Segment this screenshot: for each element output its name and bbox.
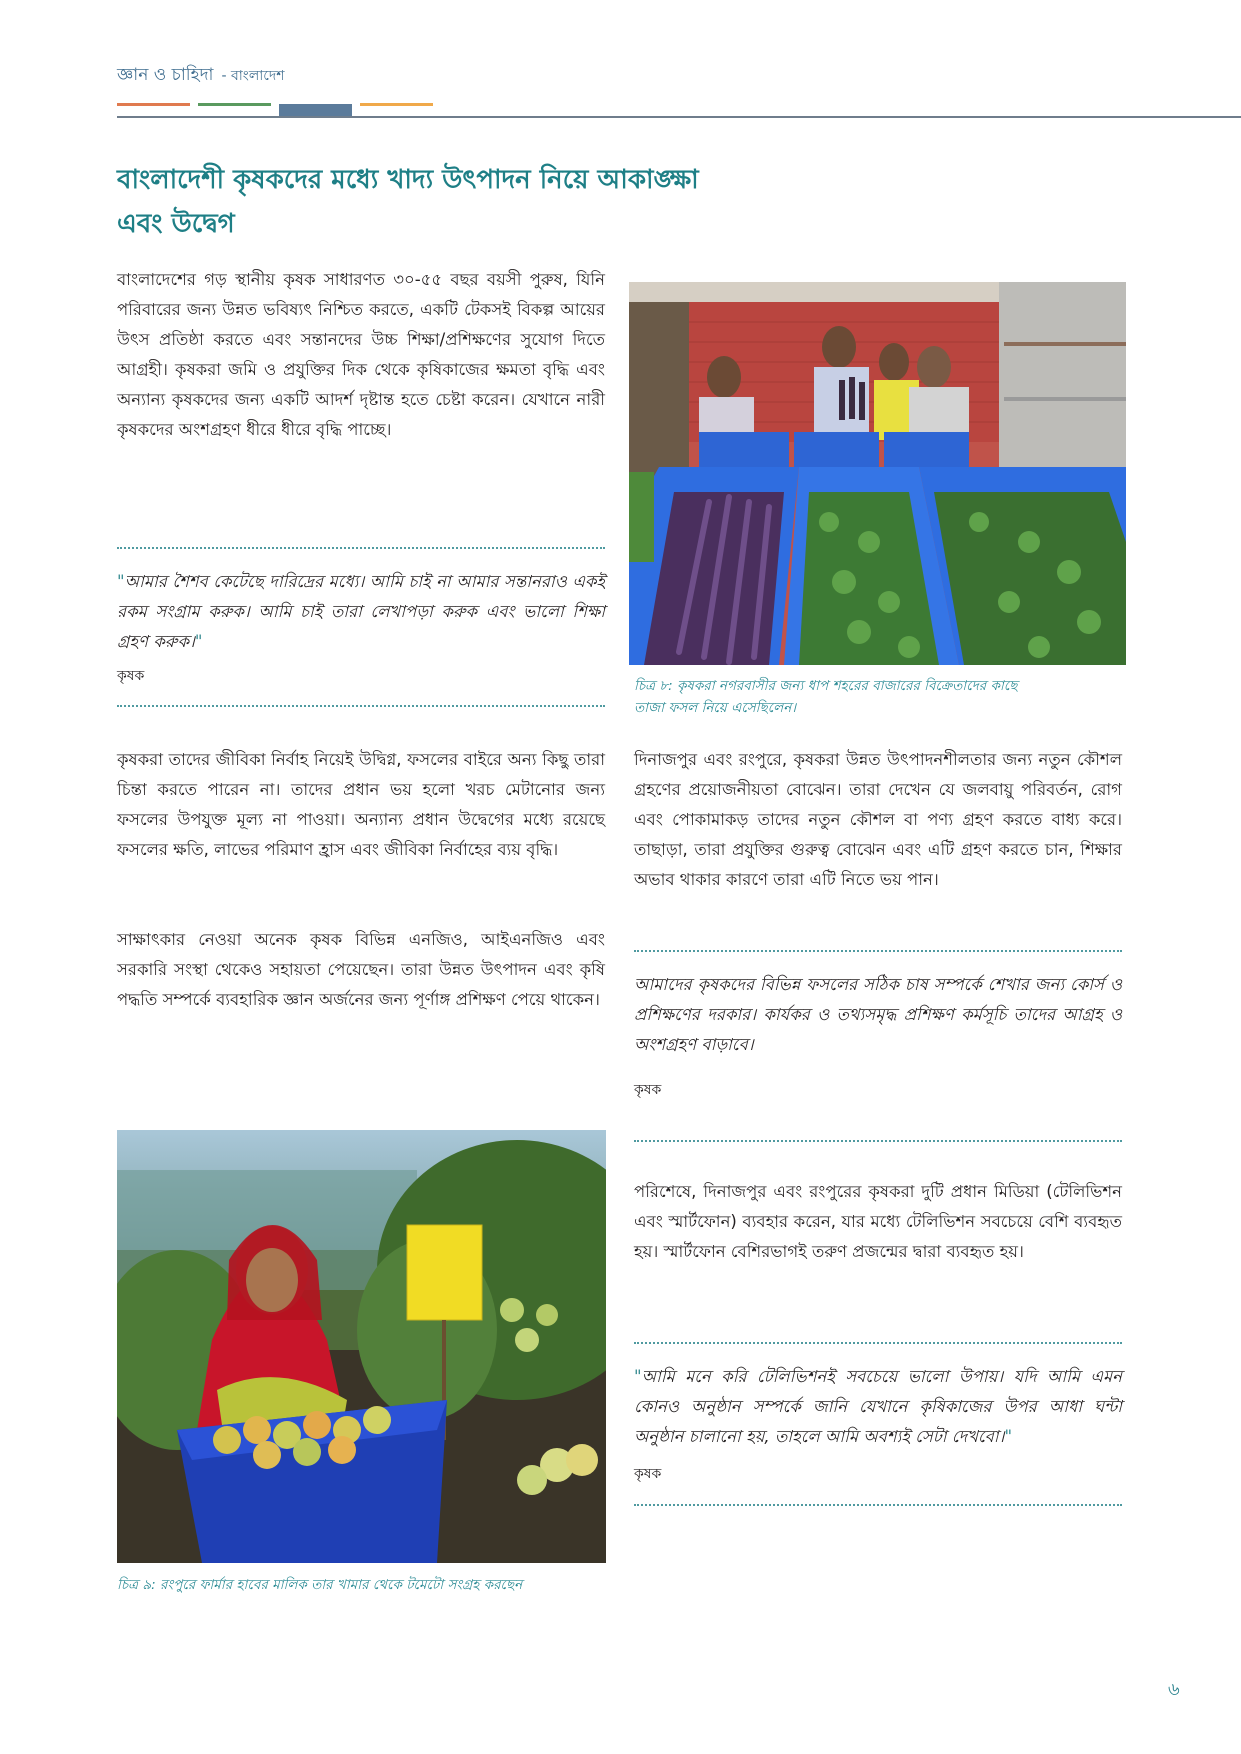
title-line-2: এবং উদ্বেগ bbox=[117, 209, 235, 239]
quote-divider-top bbox=[117, 547, 605, 549]
media-paragraph: পরিশেষে, দিনাজপুর এবং রংপুরের কৃষকরা দুটি প্রধান মিডিয়া (টেলিভিশন এবং স্মার্টফোন) ব্যবহার করেন, যার মধ্যে টেলিভিশন সবচেয়ে বেশি ব্যবহৃত হয়। স্মার্টফোন বেশিরভাগই তরুণ প্রজন্মের দ্বারা ব্যবহৃত হয়। bbox=[634, 1182, 1122, 1261]
techniques-paragraph: দিনাজপুর এবং রংপুরে, কৃষকরা উন্নত উৎপাদনশীলতার জন্য নতুন কৌশল গ্রহণের প্রয়োজনীয়তা বোঝেন। তারা দেখেন যে জলবায়ু পরিবর্তন, রোগ এবং পোকামাকড় তাদের নতুন কৌশল বা পণ্য গ্রহণ করতে বাধ্য করে। তাছাড়া, তারা প্রযুক্তির গুরুত্ব বোঝেন এবং এটি গ্রহণ করতে চান, শিক্ষার অভাব থাকার কারণে তারা এটি নিতে ভয় পান। bbox=[634, 750, 1122, 889]
figure-8-caption-line-1: চিত্র ৮: কৃষকরা নগরবাসীর জন্য ধাপ শহরের বাজারের বিক্রেতাদের কাছে bbox=[634, 678, 1018, 694]
quote-attribution: কৃষক bbox=[117, 668, 145, 684]
quote-attribution: কৃষক bbox=[634, 1466, 662, 1482]
section-name: জ্ঞান ও চাহিদা bbox=[117, 65, 214, 85]
quote-open-mark: " bbox=[117, 572, 125, 591]
page-title bbox=[117, 158, 737, 246]
quote-open-mark: " bbox=[634, 1367, 642, 1386]
quote-text: আমার শৈশব কেটেছে দারিদ্রের মধ্যে। আমি চাই না আমার সন্তানরাও একই রকম সংগ্রাম করুক। আমি চাই তারা লেখাপড়া করুক এবং ভালো শিক্ষা গ্রহণ করুক। bbox=[117, 572, 605, 651]
figure-8-photo bbox=[629, 282, 1126, 665]
quote-attribution: কৃষক bbox=[634, 1082, 662, 1098]
header-accent-amber bbox=[360, 103, 433, 106]
running-header bbox=[117, 62, 285, 90]
farmer-quote-3 bbox=[634, 1362, 1122, 1452]
header-rule bbox=[117, 116, 1241, 118]
figure-9-caption: চিত্র ৯: রংপুরে ফার্মার হাবের মালিক তার খামার থেকে টমেটো সংগ্রহ করছেন bbox=[117, 1577, 523, 1593]
figure-8-caption-line-2: তাজা ফসল নিয়ে এসেছিলেন। bbox=[634, 700, 797, 716]
concerns-paragraph: কৃষকরা তাদের জীবিকা নির্বাহ নিয়েই উদ্বিগ্ন, ফসলের বাইরে অন্য কিছু তারা চিন্তা করতে পারেন না। তাদের প্রধান ভয় হলো খরচ মেটানোর জন্য ফসলের উপযুক্ত মূল্য না পাওয়া। অন্যান্য প্রধান উদ্বেগের মধ্যে রয়েছে ফসলের ক্ষতি, লাভের পরিমাণ হ্রাস এবং জীবিকা নির্বাহের ব্যয় বৃদ্ধি। bbox=[117, 750, 605, 859]
figure-9-photo bbox=[117, 1130, 606, 1563]
page-number: ৬ bbox=[1168, 1679, 1180, 1700]
quote-divider-top bbox=[634, 950, 1122, 952]
quote-divider-bottom bbox=[117, 705, 605, 707]
farmer-quote-2: আমাদের কৃষকদের বিভিন্ন ফসলের সঠিক চাষ সম্পর্কে শেখার জন্য কোর্স ও প্রশিক্ষণের দরকার। কার্যকর ও তথ্যসমৃদ্ধ প্রশিক্ষণ কর্মসূচি তাদের আগ্রহ ও অংশগ্রহণ বাড়াবে। bbox=[634, 975, 1122, 1054]
quote-close-mark: " bbox=[194, 632, 203, 651]
quote-divider-bottom bbox=[634, 1504, 1122, 1506]
header-accent-green bbox=[198, 103, 271, 106]
intro-paragraph: বাংলাদেশের গড় স্থানীয় কৃষক সাধারণত ৩০-৫৫ বছর বয়সী পুরুষ, যিনি পরিবারের জন্য উন্নত ভবিষ্যৎ নিশ্চিত করতে, একটি টেকসই বিকল্প আয়ের উৎস প্রতিষ্ঠা করতে এবং সন্তানদের উচ্চ শিক্ষা/প্রশিক্ষণের সুযোগ দিতে আগ্রহী। কৃষকরা জমি ও প্রযুক্তির দিক থেকে কৃষিকাজের ক্ষমতা বৃদ্ধি এবং অন্যান্য কৃষকদের জন্য একটি আদর্শ দৃষ্টান্ত হতে চেষ্টা করেন। যেখানে নারী কৃষকদের অংশগ্রহণ ধীরে ধীরে বৃদ্ধি পাচ্ছে। bbox=[117, 270, 605, 439]
quote-text: আমি মনে করি টেলিভিশনই সবচেয়ে ভালো উপায়। যদি আমি এমন কোনও অনুষ্ঠান সম্পর্কে জানি যেখানে কৃষিকাজের উপর আধা ঘন্টা অনুষ্ঠান চালানো হয়, তাহলে আমি অবশ্যই সেটা দেখবো। bbox=[634, 1367, 1122, 1446]
farmer-quote-1 bbox=[117, 567, 605, 657]
figure-8-caption bbox=[634, 675, 1134, 719]
quote-divider-top bbox=[634, 1342, 1122, 1344]
quote-divider-bottom bbox=[634, 1140, 1122, 1142]
title-line-1: বাংলাদেশী কৃষকদের মধ্যে খাদ্য উৎপাদন নিয়ে আকাঙ্ক্ষা bbox=[117, 165, 699, 195]
woman-farmer-tomato-photo bbox=[117, 1130, 606, 1563]
header-accent-orange bbox=[117, 103, 190, 106]
farmers-vegetable-crates-photo bbox=[629, 282, 1126, 665]
support-paragraph: সাক্ষাৎকার নেওয়া অনেক কৃষক বিভিন্ন এনজিও, আইএনজিও এবং সরকারি সংস্থা থেকেও সহায়তা পেয়েছেন। তারা উন্নত উৎপাদন এবং কৃষি পদ্ধতি সম্পর্কে ব্যবহারিক জ্ঞান অর্জনের জন্য পূর্ণাঙ্গ প্রশিক্ষণ পেয়ে থাকেন। bbox=[117, 930, 605, 1009]
country-name: - বাংলাদেশ bbox=[221, 68, 285, 84]
quote-close-mark: " bbox=[1004, 1427, 1013, 1446]
